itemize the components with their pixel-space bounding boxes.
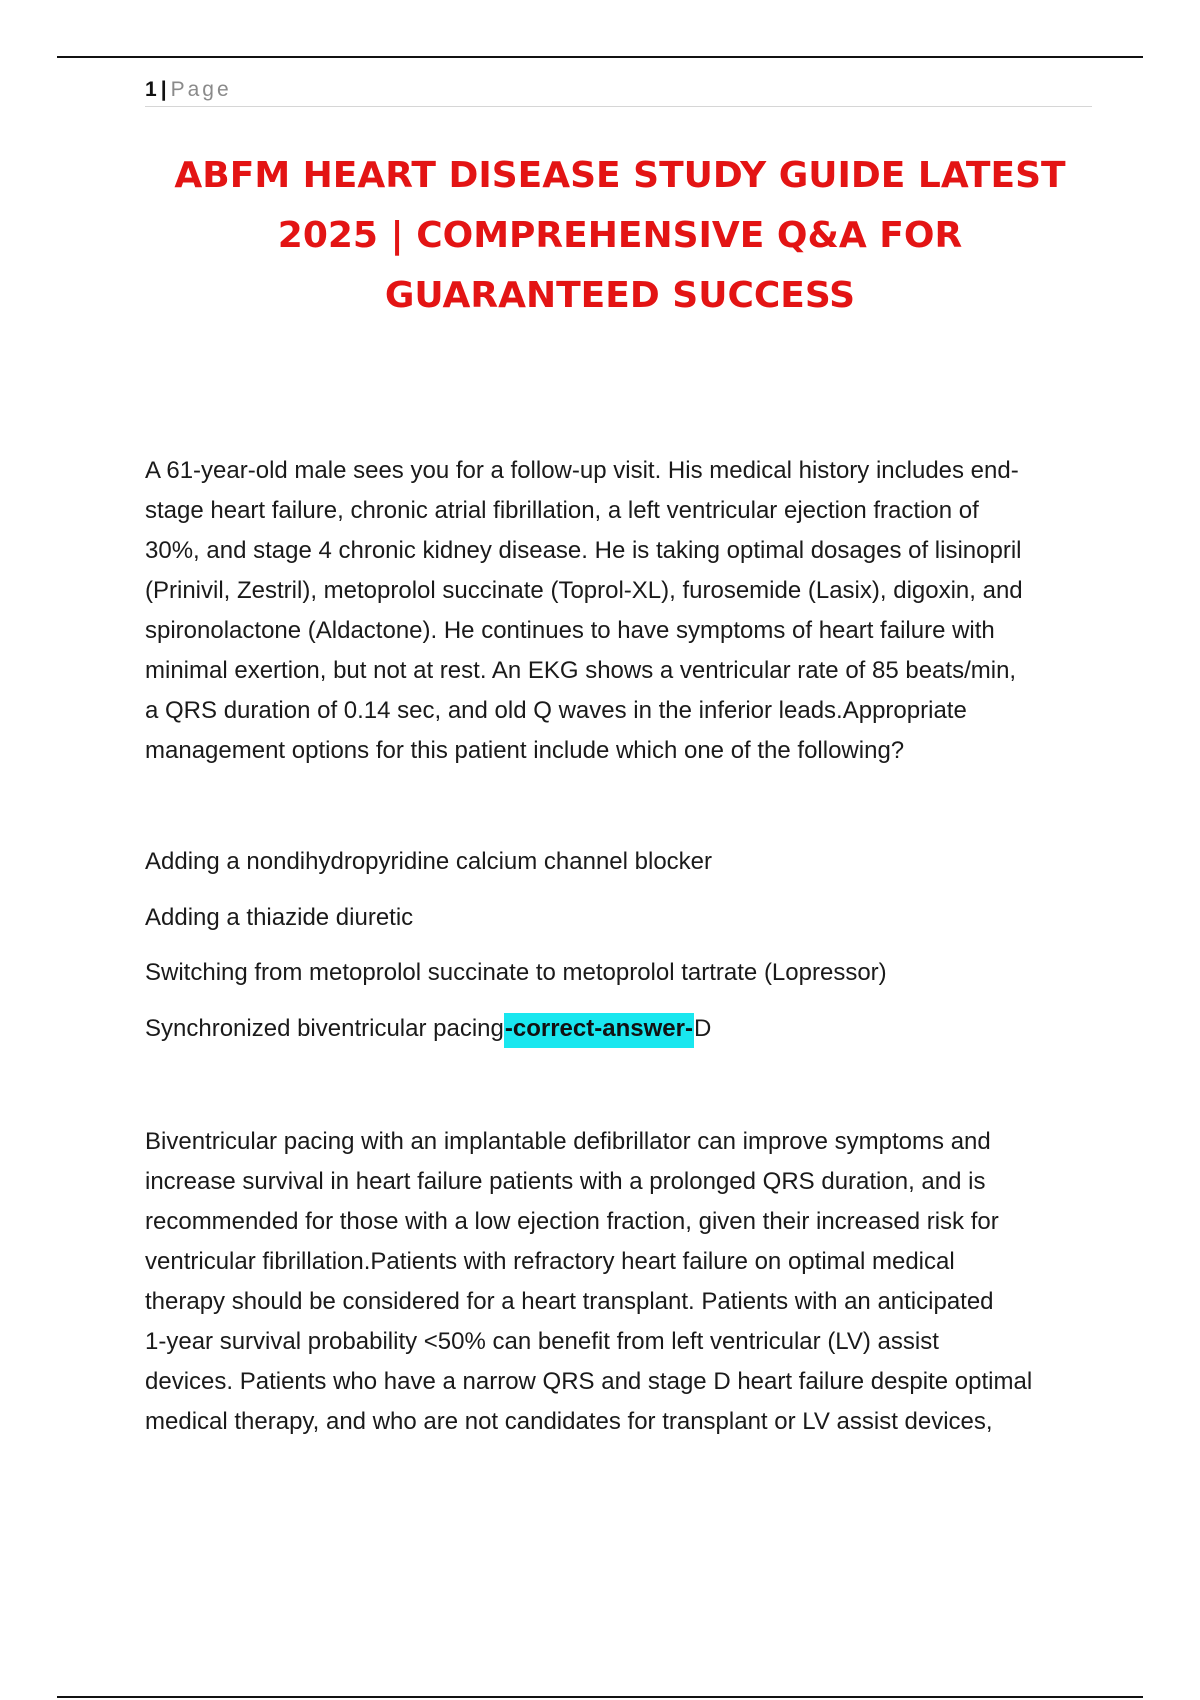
answer-option-a (145, 842, 1095, 898)
question-line: minimal exertion, but not at rest. An EKG shows a ventricular rate of 85 beats/min, (145, 657, 1017, 684)
question-line: a QRS duration of 0.14 sec, and old Q waves in the inferior leads.Appropriate (145, 697, 967, 724)
answer-letter: D (693, 1014, 712, 1042)
explanation-line: devices. Patients who have a narrow QRS and stage D heart failure despite optimal (145, 1368, 1033, 1395)
answer-explanation (145, 1122, 1095, 1442)
answer-options (145, 842, 1095, 1064)
title-line: 2025 | COMPREHENSIVE Q&A FOR (277, 215, 963, 256)
explanation-line: medical therapy, and who are not candidates for transplant or LV assist devices, (145, 1408, 993, 1435)
explanation-line: therapy should be considered for a heart transplant. Patients with an anticipated (145, 1288, 994, 1315)
page-number: 1 (145, 78, 157, 101)
question-line: management options for this patient include which one of the following? (145, 737, 905, 764)
page-label: Page (170, 78, 232, 101)
explanation-line: increase survival in heart failure patients with a prolonged QRS duration, and is (145, 1168, 986, 1195)
answer-option-d (145, 1009, 1095, 1065)
question-line: spironolactone (Aldactone). He continues to have symptoms of heart failure with (145, 617, 995, 644)
option-text: Synchronized biventricular pacing (145, 1014, 504, 1042)
answer-option-b (145, 898, 1095, 954)
question-line: (Prinivil, Zestril), metoprolol succinate (Toprol-XL), furosemide (Lasix), digoxin, and (145, 577, 1023, 604)
document-title (110, 146, 1130, 326)
option-text: Adding a thiazide diuretic (145, 903, 414, 931)
option-text: Switching from metoprolol succinate to metoprolol tartrate (Lopressor) (145, 959, 887, 986)
title-line: GUARANTEED SUCCESS (384, 275, 856, 316)
explanation-line: recommended for those with a low ejection fraction, given their increased risk for (145, 1208, 999, 1235)
answer-option-c (145, 953, 1095, 1009)
question-line: A 61-year-old male sees you for a follow-up visit. His medical history includes end- (145, 457, 1019, 484)
page-header (145, 76, 1092, 107)
question-line: stage heart failure, chronic atrial fibrillation, a left ventricular ejection fraction of (145, 497, 979, 524)
title-line: ABFM HEART DISEASE STUDY GUIDE LATEST (174, 155, 1066, 196)
question-line: 30%, and stage 4 chronic kidney disease. He is taking optimal dosages of lisinopril (145, 537, 1022, 564)
explanation-line: Biventricular pacing with an implantable defibrillator can improve symptoms and (145, 1128, 991, 1155)
question-stem (145, 451, 1095, 771)
option-text: Adding a nondihydropyridine calcium channel blocker (145, 848, 713, 875)
explanation-line: ventricular fibrillation.Patients with refractory heart failure on optimal medical (145, 1248, 955, 1275)
page-separator: | (160, 78, 167, 101)
explanation-line: 1-year survival probability <50% can benefit from left ventricular (LV) assist (145, 1328, 939, 1355)
bottom-rule (57, 1696, 1143, 1698)
correct-answer-highlight: -correct-answer- (504, 1013, 694, 1048)
top-rule (57, 56, 1143, 58)
